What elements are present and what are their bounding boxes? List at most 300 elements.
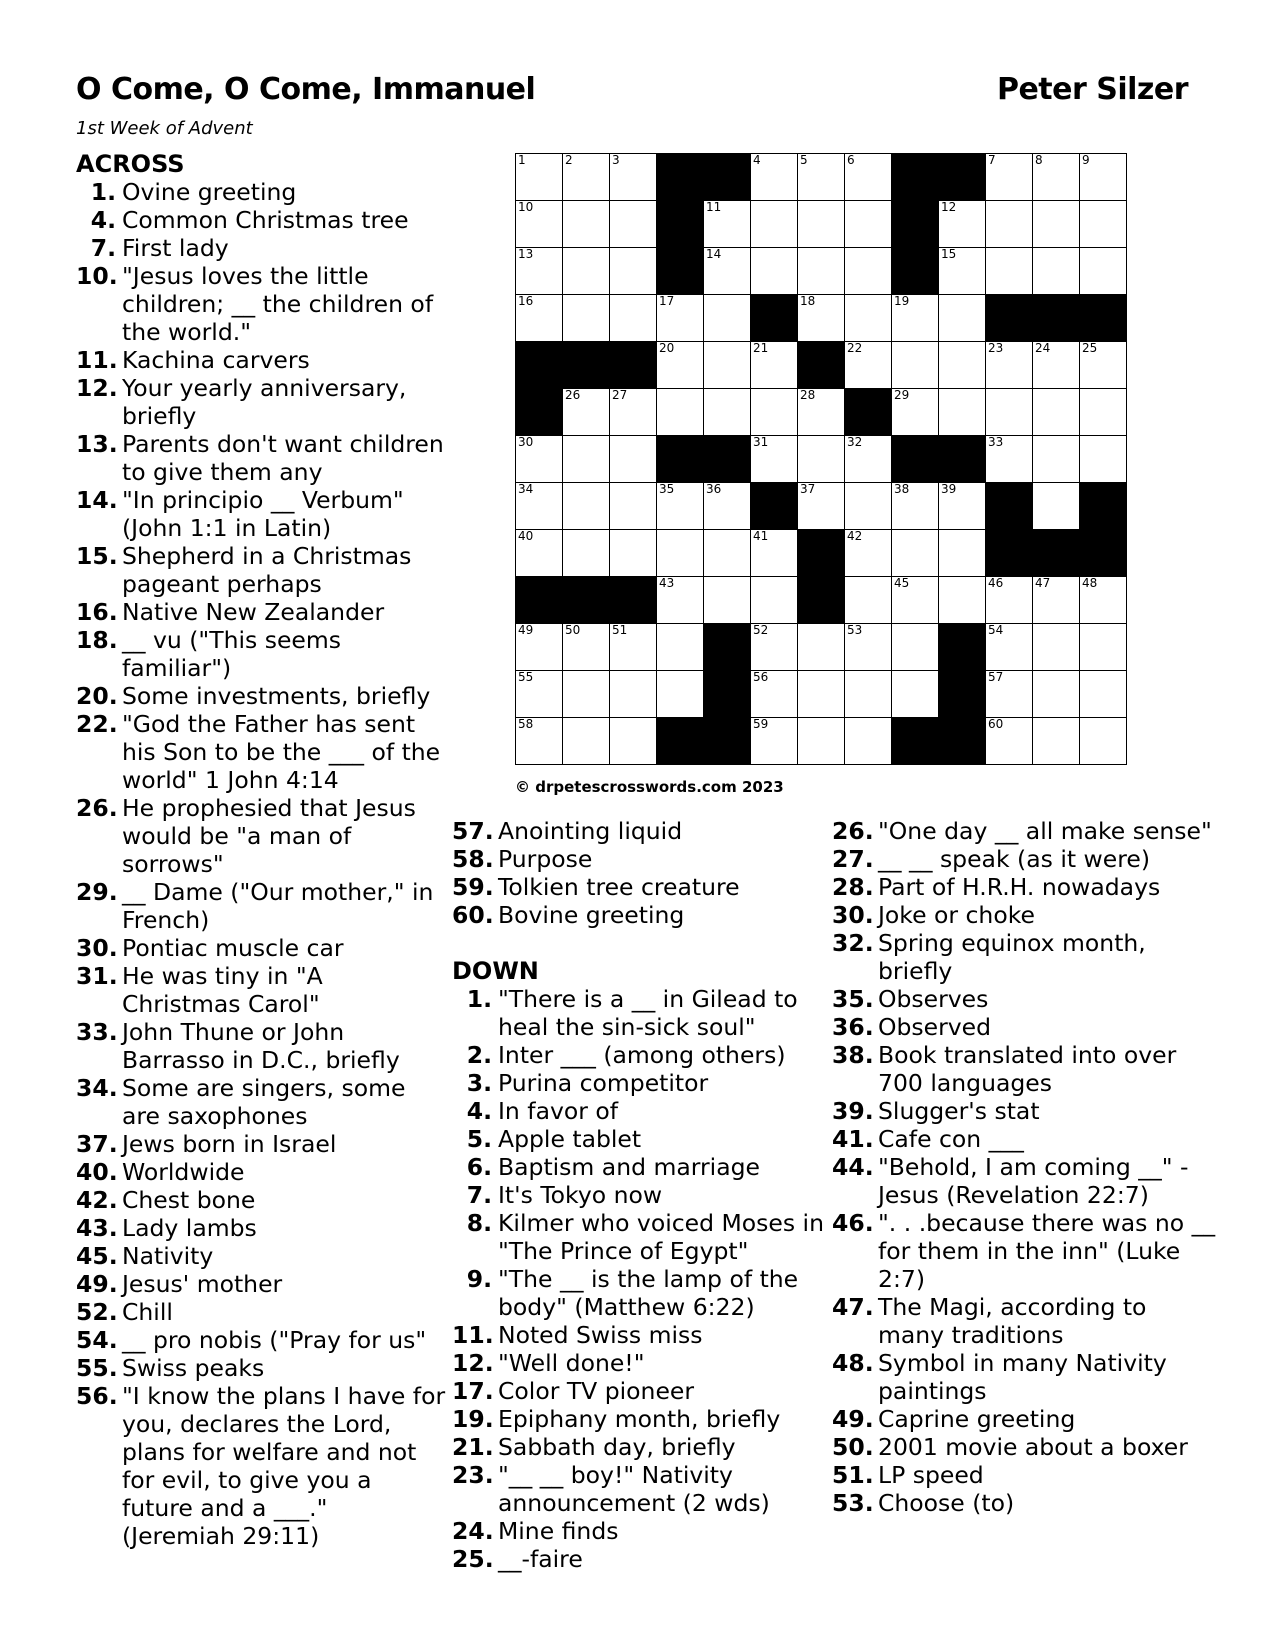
clue-number: 45.: [76, 1242, 118, 1270]
grid-cell[interactable]: [704, 201, 751, 248]
grid-cell[interactable]: [1033, 436, 1080, 483]
black-square: [657, 436, 704, 483]
grid-cell[interactable]: [751, 201, 798, 248]
clue-item: [76, 1130, 446, 1158]
cell-number: 40: [518, 529, 534, 543]
grid-cell[interactable]: [704, 483, 751, 530]
clue-item: [76, 1214, 446, 1242]
black-square: [1080, 295, 1127, 342]
grid-cell[interactable]: [751, 718, 798, 765]
grid-cell[interactable]: [845, 248, 892, 295]
grid-cell[interactable]: [1080, 624, 1127, 671]
grid-cell[interactable]: [798, 389, 845, 436]
grid-cell[interactable]: [1080, 671, 1127, 718]
cell-number: 31: [753, 435, 769, 449]
black-square: [1080, 530, 1127, 577]
clue-text: Cafe con ___: [878, 1125, 1024, 1153]
grid-cell[interactable]: [563, 530, 610, 577]
clue-text: In favor of: [498, 1097, 619, 1125]
clue-item: [76, 934, 446, 962]
clue-number: 40.: [76, 1158, 118, 1186]
grid-cell[interactable]: [845, 483, 892, 530]
grid-cell[interactable]: [939, 483, 986, 530]
clue-text: Tolkien tree creature: [498, 873, 740, 901]
down-list-2: [832, 817, 1217, 1517]
grid-cell[interactable]: [798, 718, 845, 765]
grid-cell[interactable]: [1080, 201, 1127, 248]
black-square: [798, 530, 845, 577]
grid-cell[interactable]: [1080, 389, 1127, 436]
grid-cell[interactable]: [516, 295, 563, 342]
clue-number: 23.: [452, 1461, 494, 1489]
grid-cell[interactable]: [563, 248, 610, 295]
grid-cell[interactable]: [892, 671, 939, 718]
across-header: ACROSS: [76, 150, 185, 178]
grid-cell[interactable]: [986, 624, 1033, 671]
clue-number: 11.: [76, 346, 118, 374]
grid-cell[interactable]: [798, 295, 845, 342]
black-square: [751, 295, 798, 342]
clue-text: Some are singers, some are saxophones: [122, 1074, 406, 1130]
clue-number: 46.: [832, 1209, 874, 1237]
grid-cell[interactable]: [657, 671, 704, 718]
black-square: [939, 436, 986, 483]
grid-cell[interactable]: [516, 154, 563, 201]
grid-cell[interactable]: [657, 389, 704, 436]
clue-text: John Thune or John Barrasso in D.C., briefly: [122, 1018, 400, 1074]
grid-cell[interactable]: [516, 718, 563, 765]
black-square: [892, 154, 939, 201]
grid-cell[interactable]: [657, 342, 704, 389]
grid-cell[interactable]: [1033, 389, 1080, 436]
clue-text: __ pro nobis ("Pray for us": [122, 1326, 427, 1354]
grid-cell[interactable]: [751, 577, 798, 624]
grid-cell[interactable]: [516, 248, 563, 295]
clue-number: 19.: [452, 1405, 494, 1433]
grid-cell[interactable]: [704, 530, 751, 577]
clue-text: Mine finds: [498, 1517, 619, 1545]
puzzle-subtitle: 1st Week of Advent: [76, 118, 253, 139]
cell-number: 27: [612, 388, 628, 402]
clue-item: [452, 1321, 827, 1349]
clue-item: [452, 1545, 827, 1573]
clue-item: [832, 1097, 1217, 1125]
grid-cell[interactable]: [986, 248, 1033, 295]
grid-cell[interactable]: [751, 624, 798, 671]
black-square: [563, 342, 610, 389]
clue-text: Inter ___ (among others): [498, 1041, 786, 1069]
cell-number: 16: [518, 294, 534, 308]
grid-cell[interactable]: [798, 483, 845, 530]
across-list-1: [76, 178, 446, 1550]
grid-cell[interactable]: [516, 530, 563, 577]
clue-text: Chill: [122, 1298, 173, 1326]
grid-cell[interactable]: [657, 577, 704, 624]
clue-number: 6.: [466, 1153, 492, 1181]
clue-number: 49.: [76, 1270, 118, 1298]
grid-cell[interactable]: [516, 436, 563, 483]
clue-text: Noted Swiss miss: [498, 1321, 703, 1349]
grid-cell[interactable]: [798, 201, 845, 248]
clue-item: [76, 262, 446, 346]
grid-cell[interactable]: [563, 201, 610, 248]
grid-cell[interactable]: [845, 342, 892, 389]
clue-text: Baptism and marriage: [498, 1153, 760, 1181]
clue-item: [832, 929, 1217, 985]
grid-cell[interactable]: [939, 248, 986, 295]
grid-cell[interactable]: [939, 389, 986, 436]
grid-cell[interactable]: [610, 624, 657, 671]
clue-text: Worldwide: [122, 1158, 245, 1186]
clue-text: Some investments, briefly: [122, 682, 431, 710]
grid-cell[interactable]: [1080, 154, 1127, 201]
clue-item: [452, 1265, 827, 1321]
black-square: [892, 248, 939, 295]
black-square: [1080, 483, 1127, 530]
clue-text: He was tiny in "A Christmas Carol": [122, 962, 323, 1018]
clue-number: 26.: [76, 794, 118, 822]
grid-cell[interactable]: [610, 718, 657, 765]
grid-cell[interactable]: [751, 671, 798, 718]
grid-cell[interactable]: [704, 248, 751, 295]
clue-item: [832, 1153, 1217, 1209]
black-square: [610, 577, 657, 624]
cell-number: 39: [941, 482, 957, 496]
grid-cell[interactable]: [939, 577, 986, 624]
grid-cell[interactable]: [1033, 577, 1080, 624]
clue-item: [832, 1013, 1217, 1041]
black-square: [845, 389, 892, 436]
cell-number: 49: [518, 623, 534, 637]
grid-cell[interactable]: [751, 342, 798, 389]
grid-cell[interactable]: [892, 530, 939, 577]
clue-item: [452, 1097, 827, 1125]
clue-item: [452, 1405, 827, 1433]
clue-text: Jews born in Israel: [122, 1130, 337, 1158]
grid-cell[interactable]: [1080, 718, 1127, 765]
grid-cell[interactable]: [657, 530, 704, 577]
grid-cell[interactable]: [798, 671, 845, 718]
grid-cell[interactable]: [892, 483, 939, 530]
clue-item: [76, 1354, 446, 1382]
grid-cell[interactable]: [845, 530, 892, 577]
black-square: [939, 154, 986, 201]
clue-number: 1.: [466, 985, 492, 1013]
grid-cell[interactable]: [939, 530, 986, 577]
grid-cell[interactable]: [563, 436, 610, 483]
grid-cell[interactable]: [892, 342, 939, 389]
cell-number: 28: [800, 388, 816, 402]
clue-text: Bovine greeting: [498, 901, 685, 929]
clue-number: 26.: [832, 817, 874, 845]
clue-number: 34.: [76, 1074, 118, 1102]
clue-item: [76, 206, 446, 234]
grid-cell[interactable]: [516, 671, 563, 718]
clue-item: [76, 1158, 446, 1186]
cell-number: 56: [753, 670, 769, 684]
grid-cell[interactable]: [798, 436, 845, 483]
cell-number: 46: [988, 576, 1004, 590]
grid-cell[interactable]: [657, 624, 704, 671]
clue-item: [832, 901, 1217, 929]
black-square: [986, 483, 1033, 530]
grid-cell[interactable]: [516, 624, 563, 671]
grid-cell[interactable]: [704, 577, 751, 624]
grid-cell[interactable]: [892, 624, 939, 671]
grid-cell[interactable]: [845, 624, 892, 671]
grid-cell[interactable]: [704, 342, 751, 389]
clue-item: [76, 1382, 446, 1550]
grid-cell[interactable]: [751, 154, 798, 201]
black-square: [939, 718, 986, 765]
cell-number: 26: [565, 388, 581, 402]
grid-cell[interactable]: [1080, 248, 1127, 295]
clue-number: 9.: [466, 1265, 492, 1293]
grid-cell[interactable]: [704, 295, 751, 342]
clue-item: [832, 1293, 1217, 1349]
clue-number: 32.: [832, 929, 874, 957]
grid-cell[interactable]: [1033, 342, 1080, 389]
clue-number: 57.: [452, 817, 494, 845]
grid-cell[interactable]: [845, 671, 892, 718]
grid-cell[interactable]: [845, 718, 892, 765]
grid-cell[interactable]: [1033, 671, 1080, 718]
clue-number: 13.: [76, 430, 118, 458]
black-square: [986, 530, 1033, 577]
clue-item: [832, 845, 1217, 873]
cell-number: 50: [565, 623, 581, 637]
grid-cell[interactable]: [610, 389, 657, 436]
clue-number: 48.: [832, 1349, 874, 1377]
clue-text: Slugger's stat: [878, 1097, 1040, 1125]
clue-number: 35.: [832, 985, 874, 1013]
cell-number: 2: [565, 153, 573, 167]
grid-cell[interactable]: [845, 201, 892, 248]
grid-cell[interactable]: [563, 389, 610, 436]
cell-number: 20: [659, 341, 675, 355]
clue-item: [76, 542, 446, 598]
cell-number: 32: [847, 435, 863, 449]
clue-item: [76, 374, 446, 430]
clue-item: [76, 878, 446, 934]
clue-number: 4.: [90, 206, 116, 234]
black-square: [563, 577, 610, 624]
clue-text: Observes: [878, 985, 989, 1013]
clue-item: [76, 626, 446, 682]
grid-cell[interactable]: [986, 577, 1033, 624]
clue-number: 42.: [76, 1186, 118, 1214]
clue-text: It's Tokyo now: [498, 1181, 663, 1209]
grid-cell[interactable]: [845, 154, 892, 201]
clue-item: [76, 1242, 446, 1270]
grid-cell[interactable]: [516, 201, 563, 248]
grid-cell[interactable]: [657, 295, 704, 342]
clue-number: 49.: [832, 1405, 874, 1433]
grid-cell[interactable]: [986, 718, 1033, 765]
grid-cell[interactable]: [610, 483, 657, 530]
black-square: [939, 671, 986, 718]
grid-cell[interactable]: [563, 718, 610, 765]
black-square: [704, 436, 751, 483]
clue-text: Anointing liquid: [498, 817, 683, 845]
black-square: [657, 718, 704, 765]
grid-cell[interactable]: [610, 154, 657, 201]
clue-text: Joke or choke: [878, 901, 1035, 929]
grid-cell[interactable]: [798, 154, 845, 201]
grid-cell[interactable]: [892, 389, 939, 436]
clue-text: "Behold, I am coming __" - Jesus (Revelation 22:7): [878, 1153, 1189, 1209]
clue-item: [832, 817, 1217, 845]
grid-cell[interactable]: [1033, 201, 1080, 248]
clue-number: 4.: [466, 1097, 492, 1125]
cell-number: 43: [659, 576, 675, 590]
grid-cell[interactable]: [1033, 248, 1080, 295]
black-square: [516, 389, 563, 436]
cell-number: 45: [894, 576, 910, 590]
black-square: [704, 154, 751, 201]
cell-number: 53: [847, 623, 863, 637]
clue-number: 14.: [76, 486, 118, 514]
grid-cell[interactable]: [986, 154, 1033, 201]
grid-cell[interactable]: [892, 577, 939, 624]
grid-cell[interactable]: [1033, 718, 1080, 765]
clue-number: 44.: [832, 1153, 874, 1181]
grid-cell[interactable]: [751, 530, 798, 577]
clue-text: Part of H.R.H. nowadays: [878, 873, 1161, 901]
clue-text: Your yearly anniversary, briefly: [122, 374, 407, 430]
grid-cell[interactable]: [1033, 483, 1080, 530]
clue-item: [452, 873, 827, 901]
clue-number: 18.: [76, 626, 118, 654]
clue-item: [832, 1433, 1217, 1461]
cell-number: 22: [847, 341, 863, 355]
grid-cell[interactable]: [563, 295, 610, 342]
cell-number: 59: [753, 717, 769, 731]
clue-text: Native New Zealander: [122, 598, 385, 626]
grid-row: [516, 624, 1127, 671]
clue-text: Epiphany month, briefly: [498, 1405, 781, 1433]
grid-cell[interactable]: [751, 389, 798, 436]
clue-number: 12.: [452, 1349, 494, 1377]
grid-cell[interactable]: [939, 201, 986, 248]
grid-cell[interactable]: [798, 624, 845, 671]
black-square: [516, 577, 563, 624]
grid-row: [516, 295, 1127, 342]
black-square: [751, 483, 798, 530]
black-square: [1033, 295, 1080, 342]
clue-number: 38.: [832, 1041, 874, 1069]
grid-cell[interactable]: [845, 436, 892, 483]
grid-cell[interactable]: [986, 389, 1033, 436]
clue-number: 16.: [76, 598, 118, 626]
grid-cell[interactable]: [610, 671, 657, 718]
cell-number: 38: [894, 482, 910, 496]
grid-cell[interactable]: [563, 671, 610, 718]
grid-cell[interactable]: [610, 248, 657, 295]
clue-text: __-faire: [498, 1545, 583, 1573]
grid-row: [516, 389, 1127, 436]
clue-text: Ovine greeting: [122, 178, 297, 206]
cell-number: 14: [706, 247, 722, 261]
grid-cell[interactable]: [563, 154, 610, 201]
grid-cell[interactable]: [986, 436, 1033, 483]
clue-text: Parents don't want children to give them any: [122, 430, 444, 486]
clue-item: [452, 1125, 827, 1153]
grid-cell[interactable]: [1080, 436, 1127, 483]
black-square: [704, 718, 751, 765]
clue-text: Kilmer who voiced Moses in "The Prince of Egypt": [498, 1209, 824, 1265]
grid-cell[interactable]: [892, 295, 939, 342]
cell-number: 13: [518, 247, 534, 261]
grid-cell[interactable]: [986, 342, 1033, 389]
clue-text: Apple tablet: [498, 1125, 642, 1153]
grid-cell[interactable]: [939, 342, 986, 389]
clue-number: 56.: [76, 1382, 118, 1410]
clue-text: LP speed: [878, 1461, 984, 1489]
grid-cell[interactable]: [1080, 342, 1127, 389]
clue-item: [76, 794, 446, 878]
clue-number: 47.: [832, 1293, 874, 1321]
clue-item: [832, 873, 1217, 901]
grid-cell[interactable]: [1033, 154, 1080, 201]
clue-text: Purpose: [498, 845, 593, 873]
clue-number: 43.: [76, 1214, 118, 1242]
puzzle-author: Peter Silzer: [996, 72, 1188, 107]
grid-cell[interactable]: [704, 389, 751, 436]
grid-cell[interactable]: [751, 436, 798, 483]
cell-number: 34: [518, 482, 534, 496]
grid-cell[interactable]: [798, 248, 845, 295]
grid-cell[interactable]: [657, 483, 704, 530]
grid-cell[interactable]: [610, 436, 657, 483]
clue-item: [76, 1326, 446, 1354]
grid-cell[interactable]: [1033, 624, 1080, 671]
black-square: [892, 718, 939, 765]
clue-text: "God the Father has sent his Son to be the ___ of the world" 1 John 4:14: [122, 710, 441, 794]
grid-cell[interactable]: [516, 483, 563, 530]
grid-cell[interactable]: [845, 295, 892, 342]
cell-number: 3: [612, 153, 620, 167]
grid-cell[interactable]: [986, 201, 1033, 248]
grid-cell[interactable]: [986, 671, 1033, 718]
cell-number: 10: [518, 200, 534, 214]
clue-item: [452, 1461, 827, 1517]
clue-number: 2.: [466, 1041, 492, 1069]
grid-cell[interactable]: [939, 295, 986, 342]
grid-cell[interactable]: [610, 530, 657, 577]
grid-cell[interactable]: [845, 577, 892, 624]
clue-number: 24.: [452, 1517, 494, 1545]
grid-cell[interactable]: [610, 295, 657, 342]
clue-number: 17.: [452, 1377, 494, 1405]
grid-row: [516, 577, 1127, 624]
grid-cell[interactable]: [610, 201, 657, 248]
black-square: [704, 624, 751, 671]
clue-text: He prophesied that Jesus would be "a man of sorrows": [122, 794, 416, 878]
grid-cell[interactable]: [563, 624, 610, 671]
clue-number: 27.: [832, 845, 874, 873]
clue-item: [832, 1209, 1217, 1293]
clue-text: "The __ is the lamp of the body" (Matthew 6:22): [498, 1265, 799, 1321]
cell-number: 11: [706, 200, 722, 214]
clue-item: [76, 1186, 446, 1214]
grid-cell[interactable]: [563, 483, 610, 530]
cell-number: 35: [659, 482, 675, 496]
clue-item: [452, 1069, 827, 1097]
grid-cell[interactable]: [751, 248, 798, 295]
cell-number: 57: [988, 670, 1004, 684]
grid-cell[interactable]: [1080, 577, 1127, 624]
